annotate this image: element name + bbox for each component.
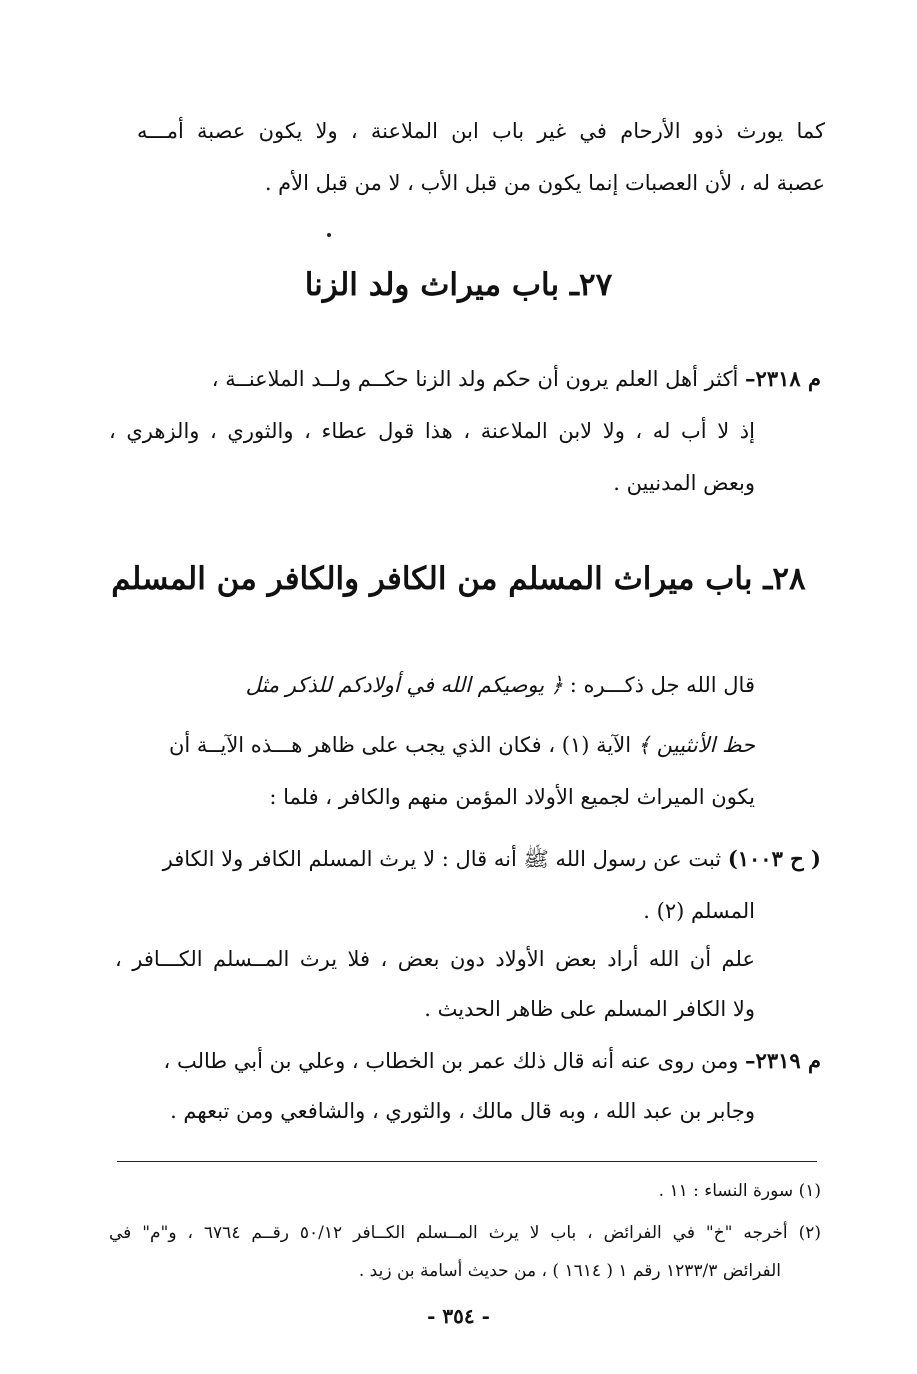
section-28-p3-line-2: وجابر بن عبد الله ، وبه قال مالك ، والثوري ، والشافعي ومن تبعهم . <box>170 1099 755 1123</box>
section-28-p3-line-1-text: ومن روى عنه أنه قال ذلك عمر بن الخطاب ، وعلي بن أبي طالب ، <box>163 1049 739 1073</box>
section-28-paragraph-1 <box>115 668 755 818</box>
hadith-marker: ( ح ١٠٠٣) <box>727 846 821 871</box>
hadith-line-1-text: ثبت عن رسول الله ﷺ أنه قال : لا يرث المسلم الكافر ولا الكافر <box>162 847 722 871</box>
section-28-p2-line-1: علم أن الله أراد بعض الأولاد دون بعض ، فلا يرث المــسلم الكـــافر ، <box>115 947 755 971</box>
page-number: - ٣٥٤ - <box>427 1304 490 1328</box>
section-27-line-1-text: أكثر أهل العلم يرون أن حكم ولد الزنا حكــم ولــد الملاعنــة ، <box>211 367 739 391</box>
section-28-p1-line-1 <box>115 668 755 702</box>
section-27-line-3: وبعض المدنيين . <box>613 471 755 495</box>
section-28-p1-line-2 <box>115 728 755 762</box>
section-28-p1-line-1-text: قال الله جل ذكـــره : <box>569 673 755 697</box>
footnote-1: (١) سورة النساء : ١١ . <box>658 1181 821 1201</box>
footnote-2-line-1: (٢) أخرجه "خ" في الفرائض ، باب لا يرث المــسلم الكــافر ٥٠/١٢ رقــم ٦٧٦٤ ، و"م" في <box>109 1223 821 1243</box>
stray-dot <box>327 233 331 237</box>
section-28-p1-line-3: يكون الميراث لجميع الأولاد المؤمن منهم والكافر ، فلما : <box>269 785 755 809</box>
section-27-paragraph <box>109 362 821 502</box>
section-28-paragraph-3 <box>109 1044 821 1130</box>
section-28-p1-line-2-text: الآية (١) ، فكان الذي يجب على ظاهر هـــذه الآيــة أن <box>168 733 632 757</box>
intro-line-1: كما يورث ذوو الأرحام في غير باب ابن الملاعنة ، ولا يكون عصبة أمـــه <box>137 119 825 143</box>
intro-paragraph <box>137 114 825 194</box>
quran-verse-part-1: ﴿ يوصيكم الله في أولادكم للذكر مثل <box>245 673 564 697</box>
hadith-line-1 <box>109 842 821 876</box>
section-27-marker: م ٢٣١٨– <box>745 366 821 391</box>
hadith-paragraph <box>109 842 821 934</box>
hadith-line-2: المسلم (٢) . <box>643 899 755 923</box>
section-28-paragraph-2 <box>115 942 755 1028</box>
footnote-2-line-2: الفرائض ١٢٣٣/٣ رقم ١ ( ١٦١٤ ) ، من حديث أسامة بن زيد . <box>358 1261 781 1281</box>
section-27-line-1 <box>109 362 821 396</box>
footnote-separator <box>117 1161 817 1162</box>
section-28-p3-line-1 <box>109 1044 821 1078</box>
footnotes <box>109 1176 821 1286</box>
section-28-title: ٢٨ـ باب ميراث المسلم من الكافر والكافر من المسلم <box>111 561 806 597</box>
section-28-p3-marker: م ٢٣١٩– <box>745 1048 821 1073</box>
quran-verse-part-2: حظ الأنثيين ﴾ <box>637 733 755 757</box>
section-28-p2-line-2: ولا الكافر المسلم على ظاهر الحديث . <box>424 997 755 1021</box>
intro-line-2: عصبة له ، لأن العصبات إنما يكون من قبل الأب ، لا من قبل الأم . <box>264 171 825 195</box>
section-27-line-2: إذ لا أب له ، ولا لابن الملاعنة ، هذا قول عطاء ، والثوري ، والزهري ، <box>109 419 755 443</box>
section-27-title: ٢٧ـ باب ميراث ولد الزنا <box>304 267 613 303</box>
